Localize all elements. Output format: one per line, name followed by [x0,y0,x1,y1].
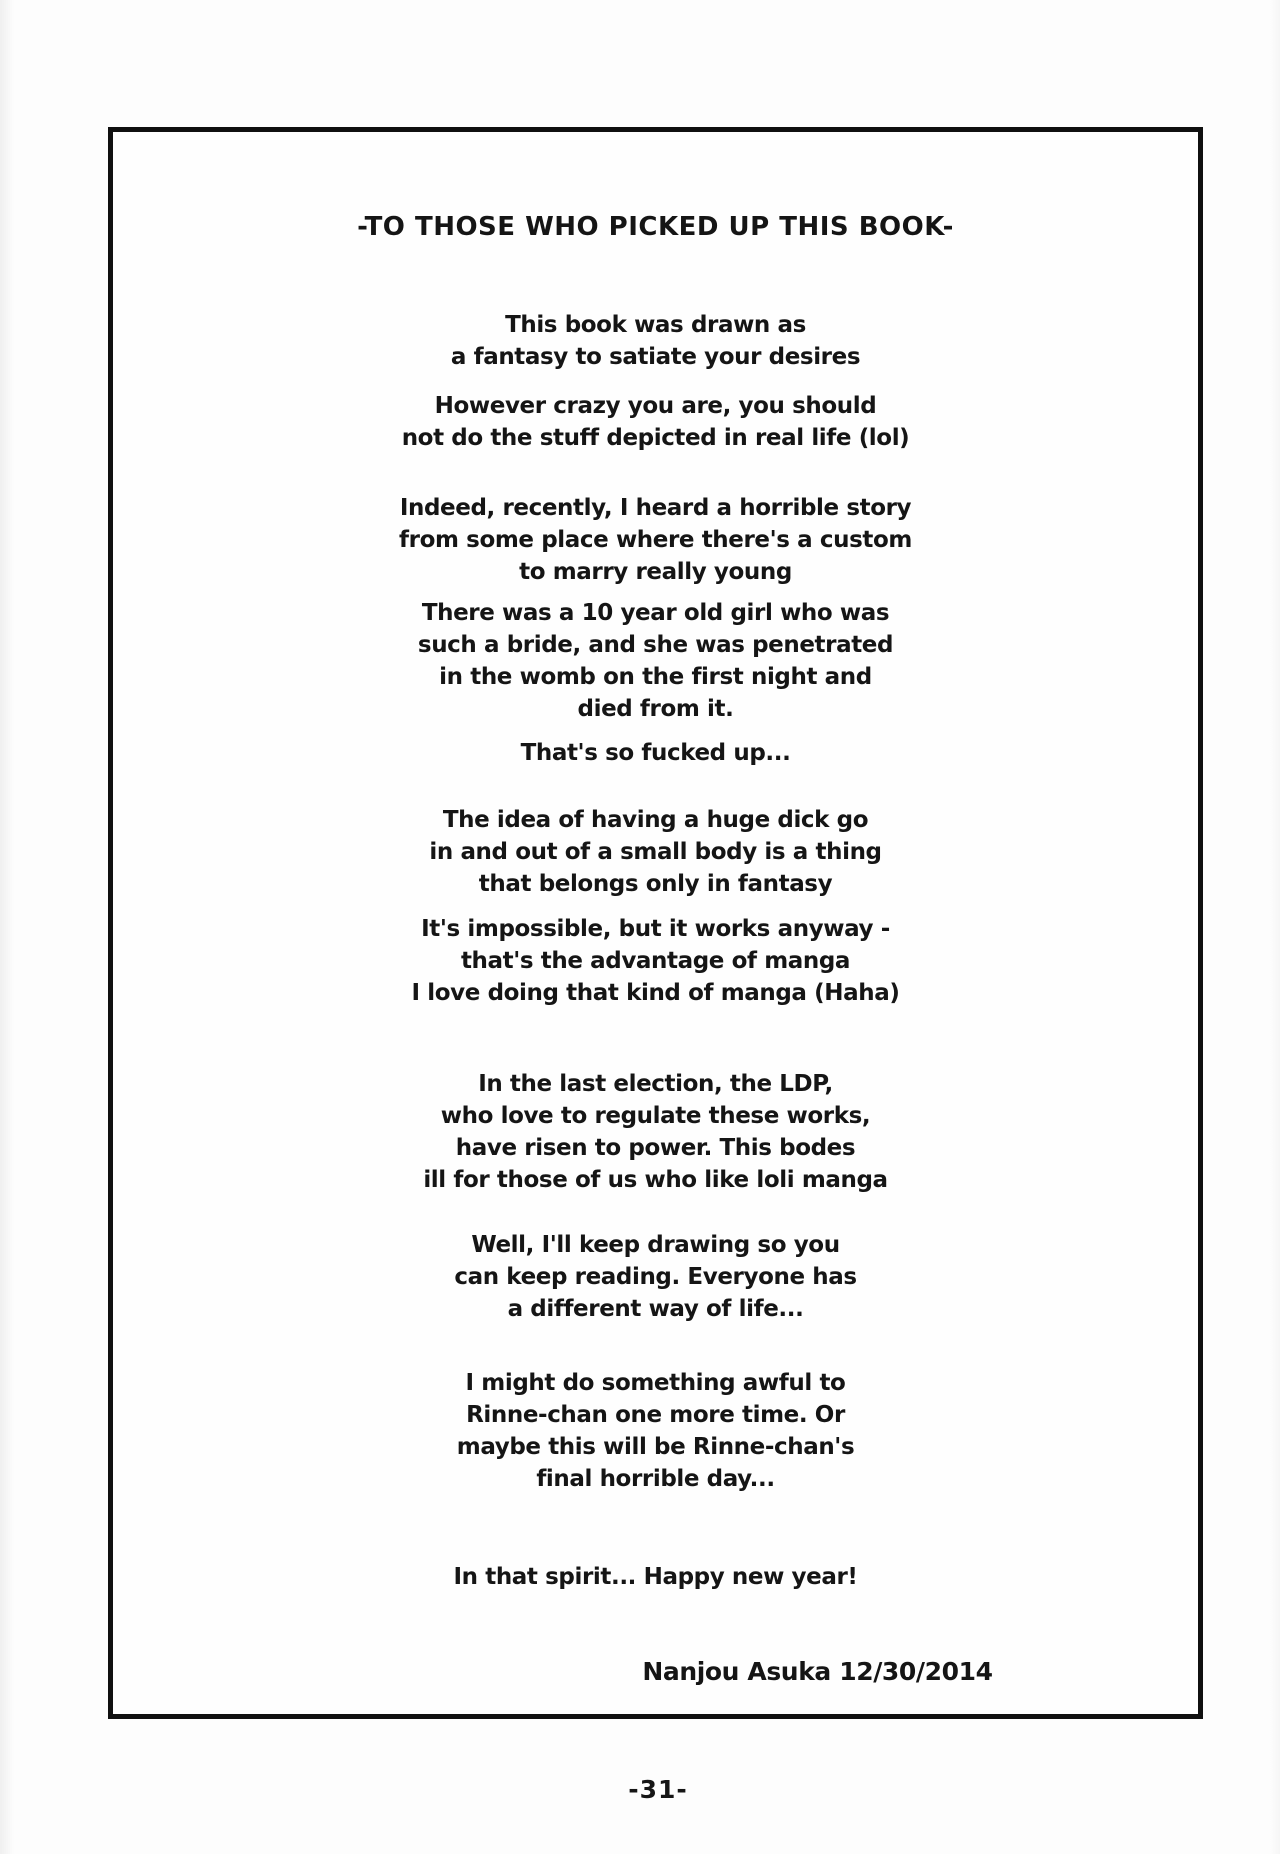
paragraph-disclaimer [113,390,1198,454]
paragraph-fantasy-idea [113,804,1198,900]
afterword-line: in and out of a small body is a thing [429,839,882,865]
afterword-frame [108,127,1203,1719]
paragraph-keep-drawing [113,1229,1198,1325]
afterword-line: that's the advantage of manga [460,948,851,974]
paragraph-reaction [113,737,1198,769]
paragraph-bride-story [113,597,1198,725]
afterword-title: -TO THOSE WHO PICKED UP THIS BOOK- [357,212,954,242]
afterword-line: can keep reading. Everyone has [454,1264,857,1290]
afterword-line: have risen to power. This bodes [455,1135,856,1161]
afterword-line: It's impossible, but it works anyway - [421,916,890,942]
afterword-line: not do the stuff depicted in real life (lol) [401,425,910,451]
paragraph-book-purpose [113,309,1198,373]
author-signature: Nanjou Asuka 12/30/2014 [642,1657,993,1686]
afterword-line: such a bride, and she was penetrated [417,632,894,658]
afterword-line: This book was drawn as [505,312,806,338]
paragraph-horrible-story [113,492,1198,588]
afterword-line: I love doing that kind of manga (Haha) [411,980,900,1006]
page-number: -31- [628,1775,688,1804]
afterword-line: I might do something awful to [465,1370,846,1396]
afterword-line: Well, I'll keep drawing so you [471,1232,840,1258]
paragraph-rinne-chan [113,1367,1198,1495]
afterword-line: a different way of life... [507,1296,804,1322]
paragraph-election [113,1068,1198,1196]
afterword-line: that belongs only in fantasy [478,871,833,897]
afterword-line: That's so fucked up... [520,740,791,766]
afterword-line: Rinne-chan one more time. Or [466,1402,845,1428]
afterword-line: in the womb on the first night and [439,664,872,690]
afterword-line: There was a 10 year old girl who was [421,600,890,626]
afterword-line: a fantasy to satiate your desires [450,344,861,370]
afterword-line: ill for those of us who like loli manga [423,1167,888,1193]
paragraph-manga-advantage [113,913,1198,1009]
afterword-line: died from it. [577,696,734,722]
paragraph-happy-new-year [113,1561,1198,1593]
afterword-line: from some place where there's a custom [399,527,912,553]
afterword-line: final horrible day... [536,1466,775,1492]
afterword-line: In the last election, the LDP, [478,1071,833,1097]
afterword-line: to marry really young [519,559,792,585]
afterword-line: In that spirit... Happy new year! [453,1564,858,1590]
afterword-line: who love to regulate these works, [440,1103,871,1129]
afterword-line: Indeed, recently, I heard a horrible story [399,495,912,521]
afterword-line: The idea of having a huge dick go [442,807,869,833]
afterword-line: However crazy you are, you should [434,393,877,419]
afterword-line: maybe this will be Rinne-chan's [456,1434,855,1460]
